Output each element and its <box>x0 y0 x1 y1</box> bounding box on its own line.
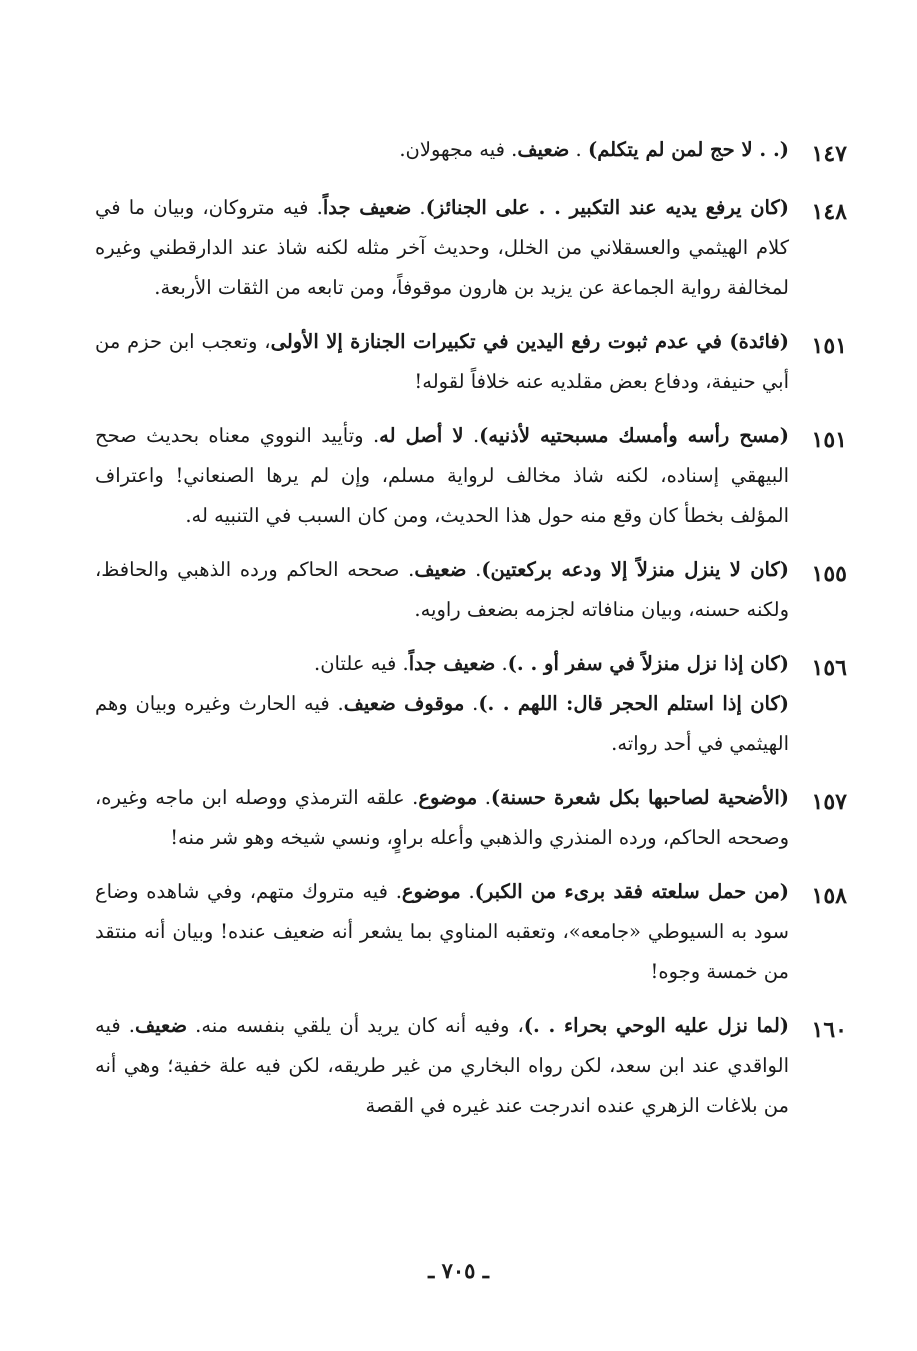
entry-body <box>95 188 799 308</box>
bold-phrase: (مسح رأسه وأمسك مسبحتيه لأذنيه) <box>479 424 789 447</box>
bold-phrase: (كان إذا استلم الحجر قال: اللهم . .) <box>478 692 790 715</box>
entry-body <box>95 550 799 630</box>
bold-phrase: (كان لا ينزل منزلاً إلا ودعه بركعتين) <box>481 558 789 581</box>
text-run: . <box>460 880 475 903</box>
text-run: . فيه مجهولان. <box>399 138 518 161</box>
text-run: . <box>466 558 482 581</box>
text-run: . صححه الحاكم ورده الذهبي والحافظ، ولكنه حسنه، وبيان منافاته لجزمه بضعف راويه. <box>95 558 789 621</box>
bold-phrase: موقوف ضعيف <box>343 692 465 715</box>
bold-phrase: (من حمل سلعته فقد برىء من الكبر) <box>474 880 789 903</box>
bold-phrase: لا أصل له <box>379 424 464 447</box>
entry-paragraph <box>95 778 789 858</box>
bold-phrase: موضوع <box>418 786 478 809</box>
bold-phrase: (لما نزل عليه الوحي بحراء . .) <box>523 1014 789 1037</box>
bold-phrase: ضعيف <box>414 558 467 581</box>
entry-number: ١٥٥ <box>811 561 847 587</box>
text-run: . <box>477 786 491 809</box>
text-run: . فيه الواقدي عند ابن سعد، لكن رواه البخاري من غير طريقه، لكن فيه علة خفية؛ وهي أنه من بلاغات الزهري عنده اندرجت عند غيره في القصة <box>95 1014 789 1117</box>
hadith-entry <box>95 778 847 858</box>
bold-phrase: (. . لا حج لمن لم يتكلم) <box>587 138 789 161</box>
bold-phrase: ضعيف جداً <box>322 196 412 219</box>
entry-paragraph <box>95 416 789 536</box>
entry-paragraph <box>95 188 789 308</box>
bold-phrase: ضعيف جداً <box>408 652 496 675</box>
entry-paragraph <box>95 1006 789 1126</box>
entry-body <box>95 1006 799 1126</box>
bold-phrase: ضعيف <box>517 138 570 161</box>
text-run: . فيه علتان. <box>314 652 409 675</box>
hadith-entry <box>95 872 847 992</box>
bold-phrase: ضعيف <box>134 1014 188 1037</box>
text-run: . <box>411 196 426 219</box>
text-run: . فيه الحارث وغيره وبيان وهم الهيثمي في أحد رواته. <box>95 692 789 755</box>
entry-paragraph <box>95 550 789 630</box>
entry-paragraph <box>95 644 789 684</box>
entry-body <box>95 778 799 858</box>
entry-paragraph <box>95 684 789 764</box>
bold-phrase: (كان إذا نزل منزلاً في سفر أو . .) <box>507 652 789 675</box>
text-run: . <box>495 652 508 675</box>
bold-phrase: (الأضحية لصاحبها بكل شعرة حسنة) <box>490 786 789 809</box>
book-page <box>95 130 847 1140</box>
bold-phrase: موضوع <box>401 880 461 903</box>
entry-paragraph <box>95 322 789 402</box>
entry-body <box>95 322 799 402</box>
page-number: ـ ٧٠٥ ـ <box>428 1258 489 1283</box>
entry-paragraph <box>95 872 789 992</box>
hadith-entry <box>95 322 847 402</box>
hadith-entry <box>95 188 847 308</box>
entry-body <box>95 130 799 170</box>
entry-number: ١٥١ <box>811 427 847 453</box>
entry-body <box>95 644 799 764</box>
text-run: ، وتعجب ابن حزم من أبي حنيفة، ودفاع بعض مقلديه عنه خلافاً لقوله! <box>95 330 789 393</box>
entry-paragraph <box>95 130 789 170</box>
entry-number: ١٥٧ <box>811 789 847 815</box>
entry-number: ١٦٠ <box>811 1017 847 1043</box>
entry-number: ١٤٨ <box>811 199 847 225</box>
entry-number: ١٥١ <box>811 333 847 359</box>
text-run: . وتأييد النووي معناه بحديث صحح البيهقي إسناده، لكنه شاذ مخالف لرواية مسلم، وإن لم يرها الصنعاني! واعتراف المؤلف بخطأ كان وقع منه حول هذا الحديث، ومن كان السبب في التنبيه له. <box>95 424 789 527</box>
entry-body <box>95 872 799 992</box>
text-run: . فيه متروك متهم، وفي شاهده وضاع سود به السيوطي «جامعه»، وتعقبه المناوي بما يشعر أنه ضعيف عنده! وبيان أنه منتقد من خمسة وجوه! <box>95 880 789 983</box>
text-run: . <box>464 692 479 715</box>
text-run: . فيه متروكان، وبيان ما في كلام الهيثمي والعسقلاني من الخلل، وحديث آخر مثله لكنه شاذ عند الدارقطني وغيره لمخالفة رواية الجماعة عن يزيد بن هارون موقوفاً، ومن تابعه من الثقات الأربعة. <box>95 196 789 299</box>
entry-number: ١٥٦ <box>811 655 847 681</box>
bold-phrase: (فائدة) في عدم ثبوت رفع اليدين في تكبيرات الجنازة إلا الأولى <box>270 330 789 353</box>
text-run: . <box>569 138 588 161</box>
text-run: . علقه الترمذي ووصله ابن ماجه وغيره، وصححه الحاكم، ورده المنذري والذهبي وأعله براوٍ، ونسي شيخه وهو شر منه! <box>95 786 789 849</box>
hadith-entry <box>95 644 847 764</box>
entry-number: ١٤٧ <box>811 141 847 167</box>
hadith-entry <box>95 1006 847 1126</box>
text-run: ، وفيه أنه كان يريد أن يلقي بنفسه منه. <box>187 1014 524 1037</box>
bold-phrase: (كان يرفع يديه عند التكبير . . على الجنائز) <box>425 196 789 219</box>
hadith-entry <box>95 550 847 630</box>
entry-number: ١٥٨ <box>811 883 847 909</box>
hadith-entry <box>95 416 847 536</box>
text-run: . <box>463 424 480 447</box>
entry-body <box>95 416 799 536</box>
hadith-entry <box>95 130 847 174</box>
